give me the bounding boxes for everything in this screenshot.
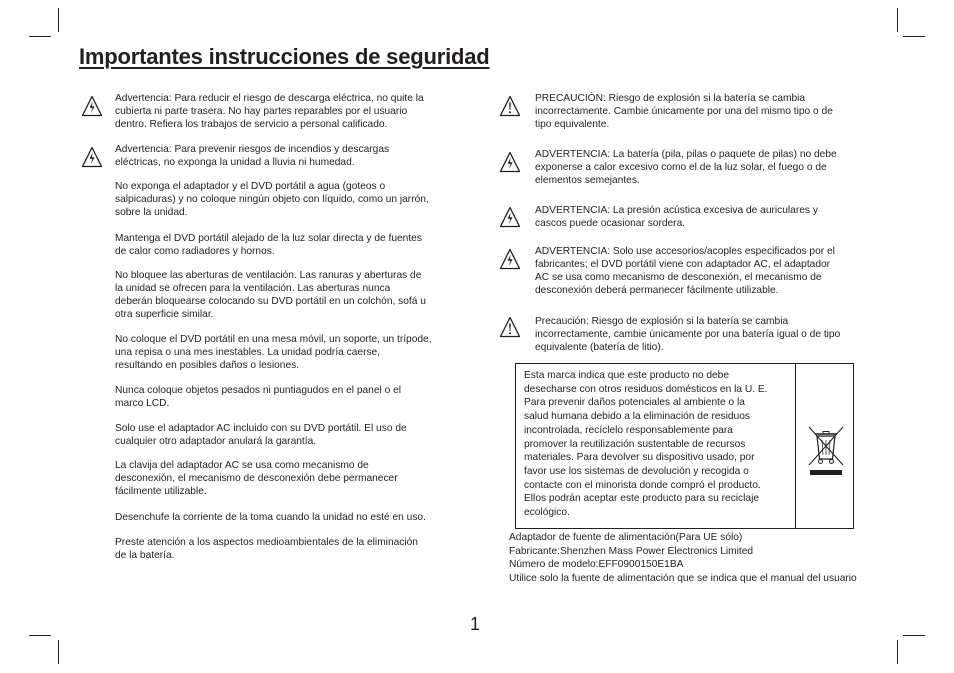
lightning-warning-icon: [81, 95, 103, 117]
crop-mark: [58, 640, 59, 664]
adapter-note: Utilice solo la fuente de alimentación que se indica que el manual del usuario: [509, 573, 857, 584]
exclamation-warning-icon: [499, 95, 521, 117]
safety-text: La clavija del adaptador AC se usa como mecanismo de desconexión, el mecanismo de desconexión debe permanecer fácilmente utilizable.: [115, 460, 398, 497]
warning-text: PRECAUCIÓN: Riesgo de explosión si la batería se cambia incorrectamente. Cambie únicamente por una del mismo tipo o de tipo equivalente.: [535, 93, 833, 130]
safety-text: No coloque el DVD portátil en una mesa móvil, un soporte, un trípode, una repisa o una mes inestables. La unidad podría caerse, resultando en posibles daños o lesiones.: [115, 334, 432, 371]
warning-text: ADVERTENCIA: La presión acústica excesiva de auriculares y cascos puede ocasionar sordera.: [535, 205, 818, 229]
crossed-out-wheeled-bin-icon: [806, 424, 846, 478]
lightning-warning-icon: [499, 151, 521, 173]
adapter-line: Adaptador de fuente de alimentación(Para UE sólo): [509, 532, 743, 543]
crop-mark: [903, 635, 925, 636]
safety-text: Desenchufe la corriente de la toma cuando la unidad no esté en uso.: [115, 512, 426, 523]
warning-text: ADVERTENCIA: Solo use accesorios/acoples especificados por el fabricantes; el DVD portátil viene con adaptador AC, el adaptador AC se usa como mecanismo de desconexión, el mecanismo de desconexión deberá permanecer fácilmente utilizable.: [535, 246, 835, 296]
recycling-text: Esta marca indica que este producto no debe desecharse con otros residuos domésticos en la U. E. Para prevenir daños potenciales al ambiente o la salud humana debido a la eliminación de residuos incontrolada, recíclelo responsablemente para promover la reutilización sustentable de recursos materiales. Para devolver su dispositivo usado, por favor use los sistemas de devolución y recogida o contacte con el minorista donde compró el producto. Ellos podrán aceptar este producto para su reciclaje ecológico.: [524, 370, 768, 519]
warning-text: ADVERTENCIA: La batería (pila, pilas o paquete de pilas) no debe exponerse a calor excesivo como el de la luz solar, el fuego o de elementos semejantes.: [535, 149, 837, 186]
crop-mark: [903, 36, 925, 37]
crop-mark: [29, 36, 51, 37]
page-number: 1: [470, 614, 481, 634]
crop-mark: [29, 635, 51, 636]
crop-mark: [58, 8, 59, 32]
lightning-warning-icon: [81, 146, 103, 168]
safety-text: Solo use el adaptador AC incluido con su DVD portátil. El uso de cualquier otro adaptador anulará la garantía.: [115, 423, 407, 447]
adapter-manufacturer: Fabricante:Shenzhen Mass Power Electronics Limited: [509, 546, 754, 557]
recycling-notice-box: [515, 363, 854, 529]
lightning-warning-icon: [499, 248, 521, 270]
warning-text: Advertencia: Para reducir el riesgo de descarga eléctrica, no quite la cubierta ni parte trasera. No hay partes reparables por el usuario dentro. Refiera los trabajos de servicio a personal calificado.: [115, 93, 424, 130]
safety-text: Nunca coloque objetos pesados ni puntiagudos en el panel o el marco LCD.: [115, 385, 402, 409]
safety-text: No exponga el adaptador y el DVD portátil a agua (goteos o salpicaduras) y no coloque ningún objeto con líquido, como un jarrón, sobre la unidad.: [115, 181, 429, 218]
warning-text: Advertencia: Para prevenir riesgos de incendios y descargas eléctricas, no exponga la unidad a lluvia ni humedad.: [115, 144, 390, 168]
exclamation-warning-icon: [499, 316, 521, 338]
page-title: Importantes instrucciones de seguridad: [79, 44, 490, 69]
lightning-warning-icon: [499, 206, 521, 228]
safety-text: Preste atención a los aspectos medioambientales de la eliminación de la batería.: [115, 537, 418, 561]
divider: [795, 364, 796, 528]
crop-mark: [897, 8, 898, 32]
warning-text: Precaución: Riesgo de explosión si la batería se cambia incorrectamente, cambie únicamente por una batería igual o de tipo equivalente (batería de litio).: [535, 316, 841, 353]
safety-text: No bloquee las aberturas de ventilación. Las ranuras y aberturas de la unidad se ofrecen para la ventilación. Las aberturas nunca deberán bloquearse colocando su DVD portátil en un colchón, sofá u otra superficie similar.: [115, 270, 426, 320]
adapter-model: Número de modelo:EFF0900150E1BA: [509, 559, 684, 570]
safety-text: Mantenga el DVD portátil alejado de la luz solar directa y de fuentes de calor como radiadores y hornos.: [115, 233, 422, 257]
crop-mark: [897, 640, 898, 664]
